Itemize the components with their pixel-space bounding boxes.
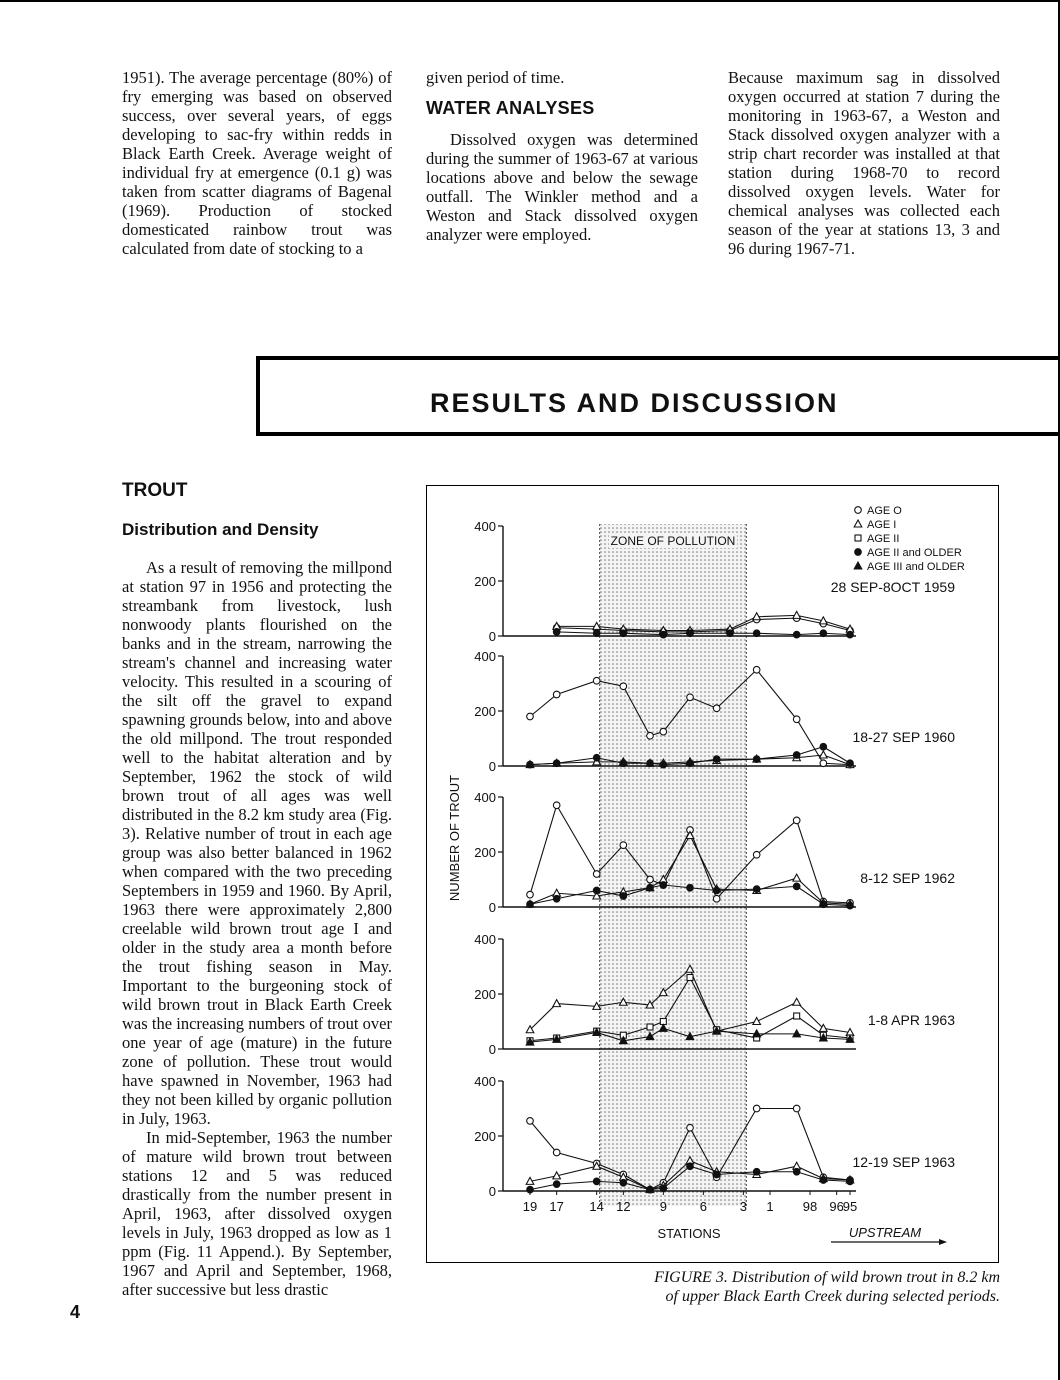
panel-3-point [793,817,800,824]
panel-1-point [593,630,600,637]
x-tick-label: 9 [659,1199,667,1214]
panel-1-point [793,631,800,638]
legend-marker-3 [855,535,861,541]
panel-1-point [553,629,560,636]
panel-2-point [687,760,694,767]
panel-5-point [620,1179,627,1186]
panel-3-point [553,802,560,809]
panel-2-point [820,743,827,750]
panel-4-point [794,1013,800,1019]
panel-5-point [753,1168,760,1175]
panel-4-y-tick-label: 400 [474,932,496,947]
panel-1-point [687,630,694,637]
panel-2-point [647,760,654,767]
panel-5-point [553,1149,560,1156]
column-2 [426,68,698,244]
panel-2-point [527,761,534,768]
panel-2-point [793,716,800,723]
direction-label: UPSTREAM [848,1225,922,1240]
panel-3-point [847,902,854,909]
zone-label: ZONE OF POLLUTION [610,534,736,548]
panel-2-period-label: 18-27 SEP 1960 [852,729,955,745]
panel-2-point [553,760,560,767]
x-tick-label: 17 [549,1199,564,1214]
panel-2-y-tick-label: 0 [488,759,496,774]
panel-1-point [847,631,854,638]
panel-2-point [660,761,667,768]
legend-marker-2 [854,520,862,527]
legend-label-5: AGE III and OLDER [867,561,965,573]
panel-5-point [527,1118,534,1125]
panel-2-point [527,713,534,720]
panel-4-point [647,1024,653,1030]
panel-1-y-tick-label: 400 [474,519,496,534]
x-tick-label: 6 [699,1199,707,1214]
panel-3-point [793,883,800,890]
panel-5-point [647,1186,654,1193]
x-tick-label: 19 [522,1199,538,1214]
legend-marker-5 [854,562,862,569]
panel-5-point [847,1178,854,1185]
x-tick-label: 3 [739,1199,747,1214]
panel-3-point [620,893,627,900]
panel-1-point [660,631,667,638]
panel-1-point [793,611,801,618]
panel-2-y-tick-label: 400 [474,649,496,664]
panel-2-point [713,705,720,712]
panel-1-point [753,630,760,637]
panel-3-point [527,891,534,898]
panel-2-point [687,694,694,701]
panel-2-point [593,677,600,684]
column-2-text: Dissolved oxygen was determined during the summer of 1963-67 at various locations above and below the sewage outfall. The Winkler method and a Weston and Stack dissolved oxygen analyzer were employed. [426,130,698,244]
x-tick-label: 12 [616,1199,631,1214]
panel-5-point [753,1105,760,1112]
panel-2-point [660,728,667,735]
legend-label-4: AGE II and OLDER [867,547,962,559]
legend-label-2: AGE I [867,519,897,531]
legend-label-1: AGE O [867,505,902,517]
panel-3-point [793,874,801,881]
figure-caption: FIGURE 3. Distribution of wild brown trout in 8.2 km of upper Black Earth Creek during selected periods. [654,1269,1000,1305]
panel-5-point [793,1168,800,1175]
panel-4-point [553,1000,561,1007]
panel-2-point [620,683,627,690]
panel-3-point [593,871,600,878]
legend-marker-4 [855,549,862,556]
trout-heading: TROUT [122,480,188,501]
panel-3-point [687,884,694,891]
panel-3-point [527,901,534,908]
panel-4-point [793,998,801,1005]
legend-label-3: AGE II [867,533,900,545]
panel-5-point [793,1105,800,1112]
panel-1-y-tick-label: 0 [488,629,496,644]
panel-1-point [727,630,734,637]
panel-1-point [620,630,627,637]
panel-5-y-tick-label: 0 [488,1184,496,1199]
left-body [122,558,392,1299]
x-tick-label: 1 [766,1199,774,1214]
panel-3-point [753,851,760,858]
panel-4-y-tick-label: 200 [474,987,496,1002]
panel-3-point [647,876,654,883]
column-1 [122,68,392,258]
column-2-lead: given period of time. [426,68,565,87]
panel-5-point [713,1171,720,1178]
trout-chart [427,486,997,1261]
panel-2-point [593,754,600,761]
panel-2-point [820,760,827,767]
column-3 [728,68,1000,258]
panel-3-y-tick-label: 400 [474,790,496,805]
panel-3-point [593,887,600,894]
panel-1-period-label: 28 SEP-8OCT 1959 [830,579,955,595]
panel-2-point [713,756,720,763]
distribution-heading: Distribution and Density [122,520,319,539]
panel-4-period-label: 1-8 APR 1963 [867,1012,955,1028]
banner-title: RESULTS AND DISCUSSION [430,388,839,418]
panel-4-point [687,975,693,981]
figure-frame [426,485,999,1263]
panel-3-point [660,882,667,889]
panel-2-point [753,666,760,673]
panel-2-point [847,760,854,767]
panel-3-point [713,895,720,902]
panel-5-y-tick-label: 200 [474,1129,496,1144]
panel-3-point [820,901,827,908]
page-number: 4 [70,1302,81,1322]
panel-5-point [553,1181,560,1188]
panel-4-y-tick-label: 0 [488,1042,496,1057]
panel-2-point [647,732,654,739]
panel-2-point [753,756,760,763]
panel-4-point [753,1018,761,1025]
panel-1-y-tick-label: 200 [474,574,496,589]
x-tick-label: 98 [802,1199,818,1214]
panel-3-point [620,842,627,849]
panel-5-point [820,1177,827,1184]
panel-2-point [620,760,627,767]
panel-5-point [660,1185,667,1192]
x-tick-label: 96 [829,1199,844,1214]
panel-3-y-tick-label: 0 [488,900,496,915]
panel-5-point [593,1178,600,1185]
panel-3-period-label: 8-12 SEP 1962 [860,870,955,886]
column-3-text: Because maximum sag in dissolved oxygen occurred at station 7 during the monitoring in 1963-67, a Weston and Stack dissolved oxygen analyzer with a strip chart recorder was installed at that station during 1968-70 to record dissolved oxygen levels. Water for chemical analyses was collected each season of the year at stations 13, 3 and 96 during 1967-71. [728,68,1000,258]
water-analyses-heading: WATER ANALYSES [426,98,595,118]
panel-5-point [687,1124,694,1131]
column-1-text: 1951). The average percentage (80%) of fry emerging was based on observed success, over several years, of eggs developing to sac-fry within redds in Black Earth Creek. Average weight of individual fry at emergence (0.1 g) was taken from scatter diagrams of Bagenal (1969). Production of stocked domesticated rainbow trout was calculated from date of stocking to a [122,68,392,258]
x-tick-label: 14 [589,1199,604,1214]
top-rule [0,0,1060,2]
legend-marker-1 [855,507,862,514]
x-tick-label: 95 [842,1199,858,1214]
panel-3-y-tick-label: 200 [474,845,496,860]
panel-2-point [553,691,560,698]
paragraph-2: In mid-September, 1963 the number of mature wild brown trout between stations 12 and 5 was reduced drastically from the number present in April, 1963, after dissolved oxygen levels in July, 1963 dropped as low as 1 ppm (Fig. 11 Append.). By September, 1967 and April and September, 1968, after successive but less drastic [122,1128,392,1299]
direction-arrow-head [939,1239,947,1245]
panel-5-period-label: 12-19 SEP 1963 [852,1154,955,1170]
panel-3-point [647,884,654,891]
panel-2-y-tick-label: 200 [474,704,496,719]
panel-5-y-tick-label: 400 [474,1074,496,1089]
panel-3-point [713,887,720,894]
panel-5-point [687,1163,694,1170]
panel-1-point [820,630,827,637]
y-axis-label: NUMBER OF TROUT [447,774,462,902]
paragraph-1: As a result of removing the millpond at station 97 in 1956 and protecting the streambank from livestock, lush nonwoody plants flourished on the banks and in the stream, narrowing the stream's channel and increasing water velocity. This resulted in a scouring of the silt off the gravel to expand spawning grounds below, into and above the old millpond. The trout responded well to the habitat alteration and by September, 1962 the stock of wild brown trout of all ages was well distributed in the 8.2 km study area (Fig. 3). Relative number of trout in each age group was also better balanced in 1962 when compared with the two preceding Septembers in 1959 and 1960. By April, 1963 there were approximately 2,800 creelable wild brown trout age I and older in the study area a month before the trout fishing season in May. Important to the burgeoning stock of wild brown trout in Black Earth Creek was the increasing numbers of trout over one year of age (mature) in the future zone of pollution. These trout would have spawned in November, 1963 had they not been killed by organic pollution in July, 1963. [122,558,392,1128]
panel-3-point [553,895,560,902]
x-axis-label: STATIONS [657,1226,721,1241]
panel-2-point [820,751,828,758]
panel-3-point [753,886,760,893]
panel-2-point [793,752,800,759]
